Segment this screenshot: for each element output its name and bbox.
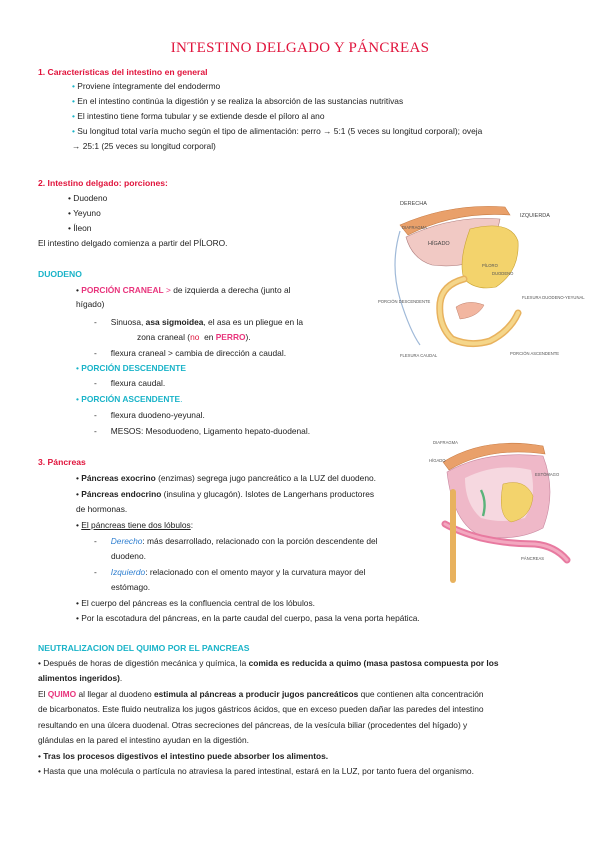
- pancreas-exocrino: • Páncreas exocrino (enzimas) segrega jugo pancreático a la LUZ del duodeno.: [76, 473, 376, 483]
- label-duodeno: DUODENO: [492, 271, 514, 276]
- sinuosa-line: - Sinuosa, asa sigmoidea, el asa es un pliegue en la: [94, 317, 304, 327]
- label-porcion-descendente: PORCIÓN DESCENDENTE: [378, 299, 431, 304]
- pancreas-small-shape: [456, 302, 484, 319]
- pancreas-cuerpo: • El cuerpo del páncreas es la confluencia central de los lóbulos.: [76, 598, 315, 608]
- pancreas-endocrino: • Páncreas endocrino (insulina y glucagón). Islotes de Langerhans productores: [76, 489, 375, 499]
- porcion-ascendente: • PORCIÓN ASCENDENTE.: [76, 394, 183, 404]
- s1-item-3: • El intestino tiene forma tubular y se extiende desde el píloro al ano: [72, 111, 325, 121]
- neutral-p2-line3: resultando en una úlcera duodenal. Otras secreciones del páncreas, de la vesícula biliar (procedentes del hígado) y: [38, 720, 468, 730]
- neutral-p1-cont: alimentos ingeridos).: [38, 673, 123, 683]
- duodeno-diagram: [360, 195, 585, 365]
- label-diafragma: DIAFRAGMA: [402, 225, 427, 230]
- label2-diafragma: DIAFRAGMA: [433, 440, 458, 445]
- sinuosa-line-2: zona craneal (no en PERRO).: [137, 332, 251, 342]
- lobulo-derecho: - Derecho: más desarrollado, relacionado con la porción descendente del: [94, 536, 378, 546]
- pancreas-endocrino-cont: de hormonas.: [76, 504, 128, 514]
- porcion-craneal-cont: hígado): [76, 299, 105, 309]
- label-flexura-caudal: FLEXURA CAUDAL: [400, 353, 438, 358]
- label-izquierda: IZQUIERDA: [520, 213, 550, 219]
- label-flexura-dy: FLEXURA DUODENO-YEYUNAL: [522, 295, 585, 300]
- s1-item-4-cont: → 25:1 (25 veces su longitud corporal): [72, 141, 216, 151]
- section-3-heading: 3. Páncreas: [38, 457, 86, 467]
- label2-higado: HÍGADO: [429, 458, 446, 463]
- s1-item-4: • Su longitud total varía mucho según el tipo de alimentación: perro → 5:1 (5 veces su longitud corporal); oveja: [72, 126, 483, 136]
- label2-estomago: ESTÓMAGO: [535, 472, 560, 477]
- pancreas-escotadura: • Por la escotadura del páncreas, en la parte caudal del cuerpo, pasa la vena porta hepática.: [76, 613, 420, 623]
- neutral-p4: • Hasta que una molécula o partícula no atraviesa la pared intestinal, estará en la LUZ, por tanto fuera del organismo.: [38, 766, 474, 776]
- label2-pancreas: PÁNCREAS: [521, 556, 545, 561]
- mesos: - MESOS: Mesoduodeno, Ligamento hepato-duodenal.: [94, 426, 311, 436]
- duodeno-heading: DUODENO: [38, 269, 82, 279]
- section-1-heading: 1. Características del intestino en general: [38, 67, 208, 77]
- label-piloro: PÍLORO: [482, 263, 498, 268]
- lobulo-izquierdo-cont: estómago.: [111, 582, 151, 592]
- flexura-duodeno-yeyunal: - flexura duodeno-yeyunal.: [94, 410, 205, 420]
- label-higado: HÍGADO: [428, 241, 450, 247]
- s2-item-yeyuno: • Yeyuno: [68, 208, 101, 218]
- lobulo-izquierdo: - Izquierdo: relacionado con el omento mayor y la curvatura mayor del: [94, 567, 366, 577]
- s1-item-2: • En el intestino continúa la digestión y se realiza la absorción de las sustancias nutritivas: [72, 96, 404, 106]
- porcion-descendente: • PORCIÓN DESCENDENTE: [76, 363, 186, 373]
- neutral-p2-line4: glándulas en la pared el intestino ayudan en la digestión.: [38, 735, 249, 745]
- s2-item-ileon: • Íleon: [68, 223, 92, 233]
- s1-item-1: • Proviene íntegramente del endodermo: [72, 81, 221, 91]
- porcion-craneal: • PORCIÓN CRANEAL > de izquierda a derecha (junto al: [76, 285, 291, 295]
- neutral-p2-line2: de bicarbonatos. Este fluido neutraliza los jugos gástricos ácidos, que en exceso pueden dañar las paredes del intestino: [38, 704, 484, 714]
- section-2-heading: 2. Intestino delgado: porciones:: [38, 178, 168, 188]
- flexura-caudal: - flexura caudal.: [94, 378, 166, 388]
- s2-item-duodeno: • Duodeno: [68, 193, 108, 203]
- flexura-craneal: - flexura craneal > cambia de dirección a caudal.: [94, 348, 287, 358]
- neutral-p1: • Después de horas de digestión mecánica y química, la comida es reducida a quimo (masa pastosa compuesta por los: [38, 658, 499, 668]
- page-title: INTESTINO DELGADO Y PÁNCREAS: [170, 40, 430, 56]
- pancreas-lobulos: • El páncreas tiene dos lóbulos:: [76, 520, 194, 530]
- estomago-shape: [462, 226, 518, 288]
- lobulo-derecho-cont: duodeno.: [111, 551, 146, 561]
- label-porcion-ascendente: PORCIÓN ASCENDENTE: [510, 351, 560, 356]
- neutral-heading: NEUTRALIZACION DEL QUIMO POR EL PANCREAS: [38, 643, 250, 653]
- label-derecha: DERECHA: [400, 201, 427, 207]
- s2-note: El intestino delgado comienza a partir del PÍLORO.: [38, 238, 228, 248]
- neutral-p3: • Tras los procesos digestivos el intestino puede absorber los alimentos.: [38, 751, 329, 761]
- pancreas-diagram: [425, 432, 575, 592]
- neutral-p2: El QUIMO al llegar al duodeno estimula al páncreas a producir jugos pancreáticos que contienen alta concentración: [38, 689, 484, 699]
